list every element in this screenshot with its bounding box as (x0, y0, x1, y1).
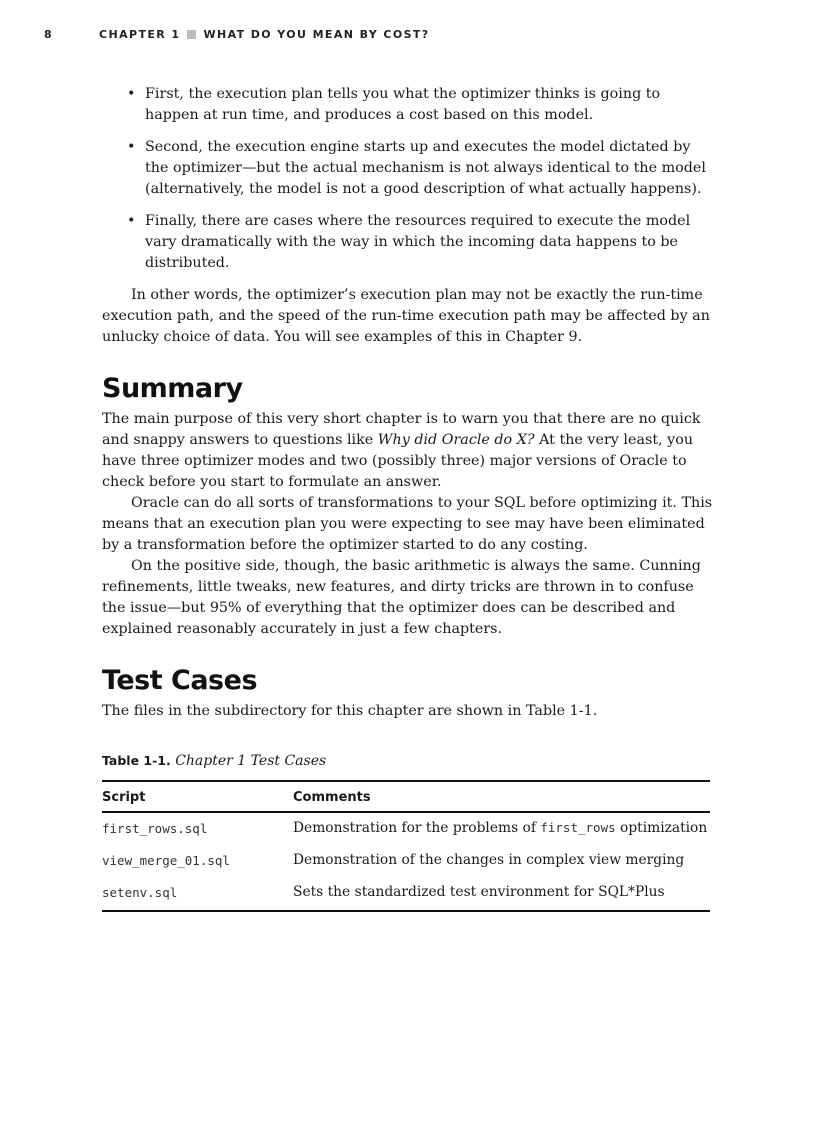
test-cases-heading: Test Cases (102, 665, 258, 696)
italic-question: Why did Oracle do X? (377, 432, 535, 448)
comment-cell: Demonstration for the problems of first_rows optimization (293, 820, 708, 836)
table-row (102, 846, 710, 878)
table-row (102, 812, 710, 846)
test-cases-table (102, 780, 710, 912)
chapter-title: WHAT DO YOU MEAN BY COST? (203, 28, 430, 41)
column-header-script: Script (102, 781, 293, 812)
summary-paragraph-3: On the positive side, though, the basic arithmetic is always the same. Cunning refinements, little tweaks, new features, and dirty tricks are thrown in to confuse the issue—but 95% of everything that the optimizer does can be described and explained reasonably accurately in just a few chapters. (102, 558, 701, 637)
bullet-list (102, 84, 716, 274)
table-header-row (102, 781, 710, 812)
inline-code: first_rows (540, 820, 616, 835)
comment-cell: Demonstration of the changes in complex view merging (293, 852, 685, 868)
intro-paragraph: In other words, the optimizer’s execution plan may not be exactly the run-time execution path, and the speed of the run-time execution path may be affected by an unlucky choice of data. You will see examples of this in Chapter 9. (102, 287, 710, 345)
page-number: 8 (44, 28, 54, 41)
table-caption-title: Chapter 1 Test Cases (175, 753, 327, 769)
bullet-item: • Finally, there are cases where the resources required to execute the model vary dramatically with the way in which the incoming data happens to be distributed. (145, 211, 716, 274)
bullet-item: • Second, the execution engine starts up and executes the model dictated by the optimizer—but the actual mechanism is not always identical to the model (alternatively, the model is not a good description of what actually happens). (145, 137, 716, 200)
script-cell: first_rows.sql (102, 820, 208, 836)
running-header (44, 28, 744, 44)
test-cases-intro: The files in the subdirectory for this chapter are shown in Table 1-1. (102, 703, 598, 719)
summary-paragraph-2: Oracle can do all sorts of transformations to your SQL before optimizing it. This means that an execution plan you were expecting to see may have been eliminated by a transformation before the optimizer started to do any costing. (102, 495, 713, 553)
running-title (99, 28, 430, 41)
column-header-comments: Comments (293, 781, 710, 812)
chapter-label: CHAPTER 1 (99, 28, 181, 41)
page-body (102, 84, 716, 912)
script-cell: setenv.sql (102, 878, 293, 911)
comment-cell: Sets the standardized test environment for SQL*Plus (293, 878, 710, 911)
table-row (102, 878, 710, 911)
script-cell: view_merge_01.sql (102, 853, 230, 868)
bullet-item: • First, the execution plan tells you what the optimizer thinks is going to happen at run time, and produces a cost based on this model. (145, 84, 716, 126)
summary-heading: Summary (102, 373, 243, 404)
separator-square-icon (187, 30, 196, 39)
summary-paragraph-1: The main purpose of this very short chapter is to warn you that there are no quick and snappy answers to questions like Why did Oracle do X? At the very least, you have three optimizer modes and two (possibly three) major versions of Oracle to check before you start to formulate an answer. (102, 411, 701, 490)
table-caption-label: Table 1-1. (102, 753, 171, 768)
table-caption (102, 750, 716, 772)
